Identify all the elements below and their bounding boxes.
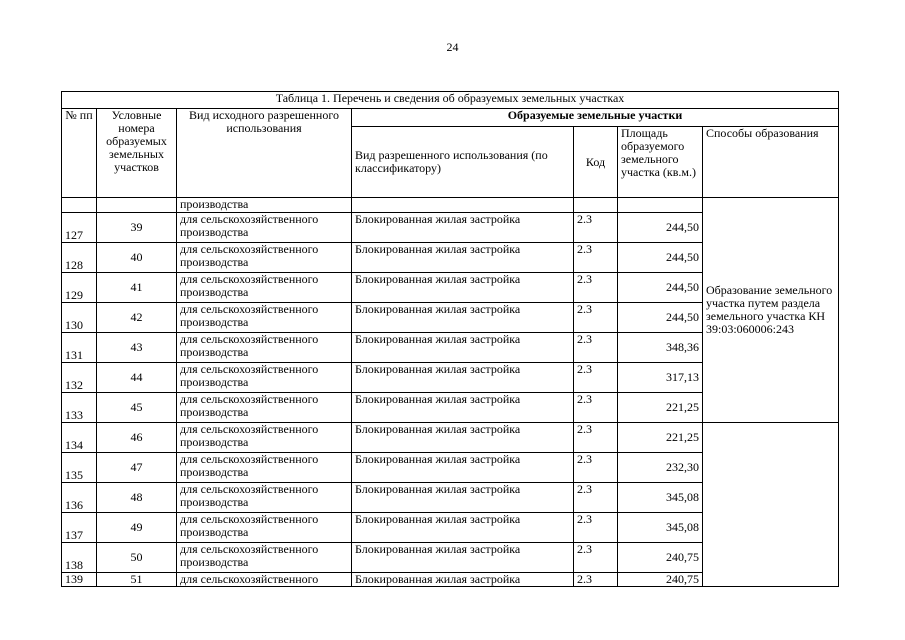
cell-original-use: для сельскохозяйственного производства [177, 483, 352, 513]
cell-code: 2.3 [574, 513, 618, 543]
cell-code: 2.3 [574, 453, 618, 483]
cell-area: 240,75 [618, 573, 703, 587]
cell-num: 129 [62, 273, 97, 303]
cell-permitted-use: Блокированная жилая застройка [352, 513, 574, 543]
cell-original-use: для сельскохозяйственного производства [177, 273, 352, 303]
cell-area: 244,50 [618, 303, 703, 333]
header-area: Площадь образуемого земельного участка (кв.м.) [618, 127, 703, 198]
header-num: № пп [62, 109, 97, 198]
cell-permitted-use: Блокированная жилая застройка [352, 273, 574, 303]
cell-area: 221,25 [618, 423, 703, 453]
cell-original-use: для сельскохозяйственного производства [177, 423, 352, 453]
cell-num: 128 [62, 243, 97, 273]
cell-code: 2.3 [574, 423, 618, 453]
cell-use [352, 198, 574, 213]
cell-num: 139 [62, 573, 97, 587]
cell-original-use: для сельскохозяйственного производства [177, 453, 352, 483]
cell-permitted-use: Блокированная жилая застройка [352, 333, 574, 363]
cell-conditional-number: 49 [97, 513, 177, 543]
cell-permitted-use: Блокированная жилая застройка [352, 363, 574, 393]
cell-code [574, 198, 618, 213]
formation-method-cell: Образование земельного участка путем раздела земельного участка КН 39:03:060006:243 [703, 198, 839, 423]
cell-permitted-use: Блокированная жилая застройка [352, 483, 574, 513]
cell-orig-continuation: производства [177, 198, 352, 213]
cell-code: 2.3 [574, 483, 618, 513]
cell-original-use: для сельскохозяйственного производства [177, 303, 352, 333]
cell-num: 132 [62, 363, 97, 393]
page-number: 24 [446, 40, 459, 54]
formation-method-empty-cell [703, 423, 839, 587]
cell-area: 345,08 [618, 483, 703, 513]
cell-num: 133 [62, 393, 97, 423]
cell-num: 130 [62, 303, 97, 333]
cell-area: 244,50 [618, 243, 703, 273]
header-formed-plots: Образуемые земельные участки [352, 109, 839, 127]
cell-permitted-use: Блокированная жилая застройка [352, 213, 574, 243]
cell-original-use: для сельскохозяйственного производства [177, 333, 352, 363]
cell-conditional-number: 41 [97, 273, 177, 303]
cell-area: 317,13 [618, 363, 703, 393]
cell-original-use: для сельскохозяйственного производства [177, 363, 352, 393]
cell-code: 2.3 [574, 273, 618, 303]
cell-area: 244,50 [618, 213, 703, 243]
cell-code: 2.3 [574, 543, 618, 573]
table-row [62, 423, 839, 453]
header-permitted-use: Вид разрешенного использования (по классификатору) [352, 127, 574, 198]
cell-conditional-number: 45 [97, 393, 177, 423]
cell-num: 136 [62, 483, 97, 513]
cell-num: 135 [62, 453, 97, 483]
cell-conditional-number: 44 [97, 363, 177, 393]
header-original-use: Вид исходного разрешенного использования [177, 109, 352, 198]
cell-area: 348,36 [618, 333, 703, 363]
header-conditional-number: Условные номера образуемых земельных участков [97, 109, 177, 198]
cell-conditional-number: 48 [97, 483, 177, 513]
cell-conditional-number: 42 [97, 303, 177, 333]
cell-permitted-use: Блокированная жилая застройка [352, 453, 574, 483]
table-row-continuation [62, 198, 839, 213]
cell-original-use: для сельскохозяйственного производства [177, 243, 352, 273]
cell-conditional-number: 39 [97, 213, 177, 243]
cell-permitted-use: Блокированная жилая застройка [352, 573, 574, 587]
cell-code: 2.3 [574, 243, 618, 273]
cell-num: 134 [62, 423, 97, 453]
cell-permitted-use: Блокированная жилая застройка [352, 303, 574, 333]
table-title: Таблица 1. Перечень и сведения об образуемых земельных участках [62, 92, 839, 109]
cell-area: 221,25 [618, 393, 703, 423]
cell-num: 138 [62, 543, 97, 573]
cell-permitted-use: Блокированная жилая застройка [352, 543, 574, 573]
cell-code: 2.3 [574, 213, 618, 243]
cell-code: 2.3 [574, 333, 618, 363]
cell-original-use: для сельскохозяйственного [177, 573, 352, 587]
cell-num: 131 [62, 333, 97, 363]
cell-conditional-number: 50 [97, 543, 177, 573]
cell-code: 2.3 [574, 393, 618, 423]
cell-permitted-use: Блокированная жилая застройка [352, 393, 574, 423]
cell-permitted-use: Блокированная жилая застройка [352, 423, 574, 453]
cell-area: 232,30 [618, 453, 703, 483]
cell-code: 2.3 [574, 573, 618, 587]
cell-area: 240,75 [618, 543, 703, 573]
cell-conditional-number: 40 [97, 243, 177, 273]
cell-conditional-number: 47 [97, 453, 177, 483]
cell-original-use: для сельскохозяйственного производства [177, 513, 352, 543]
cell-code: 2.3 [574, 303, 618, 333]
cell-original-use: для сельскохозяйственного производства [177, 393, 352, 423]
cell-area: 244,50 [618, 273, 703, 303]
cell-code: 2.3 [574, 363, 618, 393]
cell-area: 345,08 [618, 513, 703, 543]
cell-permitted-use: Блокированная жилая застройка [352, 243, 574, 273]
cell-area [618, 198, 703, 213]
cell-num: 127 [62, 213, 97, 243]
cell-conditional-number: 43 [97, 333, 177, 363]
cell-conditional-number: 46 [97, 423, 177, 453]
cell-cond [97, 198, 177, 213]
land-plots-table [61, 91, 839, 587]
cell-num: 137 [62, 513, 97, 543]
header-method: Способы образования [703, 127, 839, 198]
cell-num [62, 198, 97, 213]
cell-conditional-number: 51 [97, 573, 177, 587]
cell-original-use: для сельскохозяйственного производства [177, 543, 352, 573]
header-code: Код [574, 127, 618, 198]
cell-original-use: для сельскохозяйственного производства [177, 213, 352, 243]
